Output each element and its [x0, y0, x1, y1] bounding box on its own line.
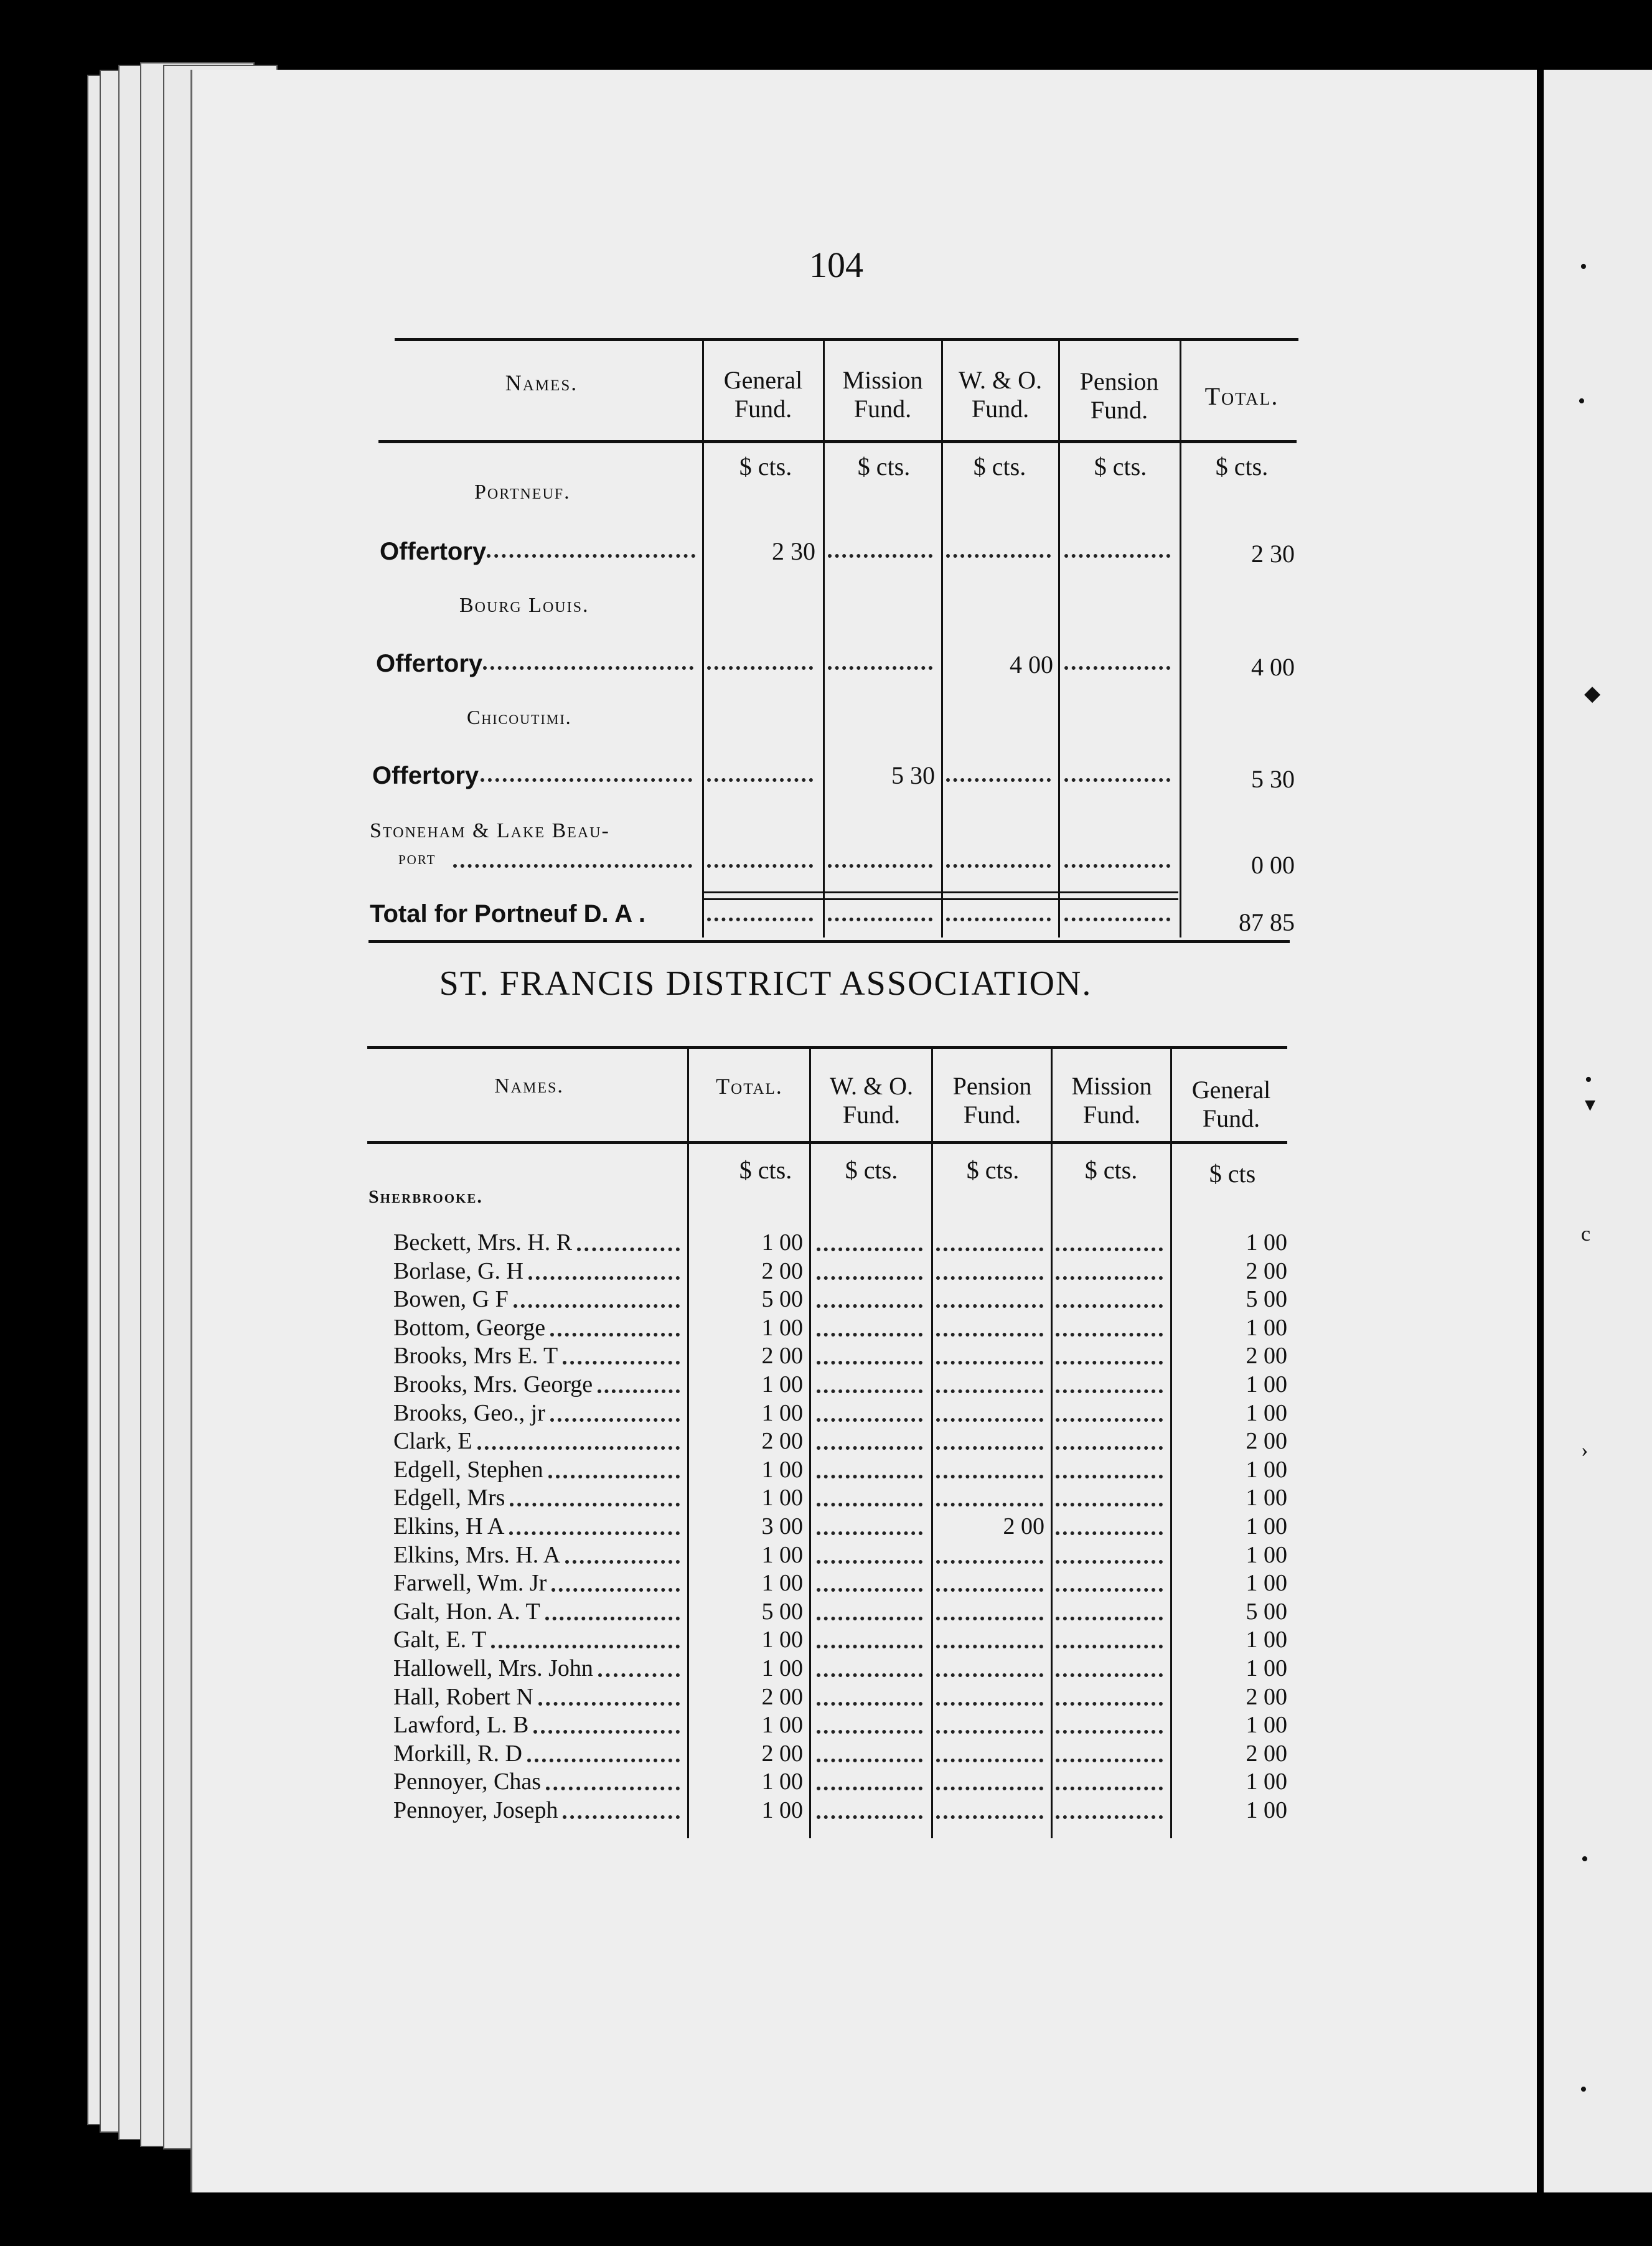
- leader-dots: [817, 1446, 922, 1450]
- leader-dots: [1064, 666, 1170, 670]
- leader-dots: [1056, 1304, 1163, 1308]
- column-header-wo-fund: W. & O. Fund.: [829, 1072, 914, 1129]
- column-header-names: Names.: [505, 370, 578, 395]
- leader-dots: [565, 1560, 680, 1564]
- leader-dots: [828, 554, 932, 558]
- leader-dots: [817, 1702, 922, 1706]
- leader-dots: [1056, 1389, 1163, 1393]
- leader-dots: [946, 918, 1051, 921]
- leader-dots: [1056, 1503, 1163, 1506]
- row-name: Hall, Robert N: [393, 1684, 533, 1710]
- cell-general: 5 00: [1246, 1286, 1287, 1312]
- leader-dots: [546, 1787, 680, 1790]
- leader-dots: [936, 1446, 1043, 1450]
- leader-dots: [477, 1446, 680, 1450]
- leader-dots: [707, 864, 813, 868]
- row-name: Edgell, Stephen: [393, 1457, 543, 1483]
- leader-dots: [481, 778, 692, 782]
- column-header-names: Names.: [494, 1074, 564, 1097]
- column-divider: [931, 1049, 933, 1838]
- leader-dots: [548, 1475, 680, 1478]
- rule: [378, 440, 1297, 443]
- column-divider: [702, 341, 704, 937]
- leader-dots: [817, 1475, 922, 1478]
- row-name: Beckett, Mrs. H. R: [393, 1229, 573, 1256]
- leader-dots: [1056, 1815, 1163, 1819]
- row-name: Bottom, George: [393, 1315, 546, 1341]
- row-name: Bowen, G F: [393, 1286, 509, 1312]
- leader-dots: [936, 1673, 1043, 1677]
- units-label: $ cts.: [739, 453, 792, 481]
- ink-speck: ▾: [1585, 1093, 1596, 1116]
- cell-general: 1 00: [1246, 1797, 1287, 1823]
- units-label: $ cts.: [857, 453, 911, 481]
- row-name: Lawford, L. B: [393, 1712, 529, 1738]
- row-name: Clark, E: [393, 1428, 472, 1454]
- leader-dots: [550, 1333, 680, 1337]
- cell-total: 2 30: [1251, 540, 1295, 568]
- leader-dots: [936, 1787, 1043, 1790]
- cell-total: 2 00: [761, 1258, 803, 1284]
- leader-dots: [527, 1759, 680, 1762]
- ink-speck: c: [1581, 1223, 1591, 1246]
- leader-dots: [563, 1361, 680, 1365]
- cell-total: 1 00: [761, 1797, 803, 1823]
- leader-dots: [1056, 1588, 1163, 1592]
- leader-dots: [538, 1702, 680, 1706]
- leader-dots: [817, 1560, 922, 1564]
- ink-speck: •: [1578, 390, 1585, 413]
- cell-total: 1 00: [761, 1570, 803, 1596]
- leader-dots: [1064, 554, 1170, 558]
- leader-dots: [1056, 1418, 1163, 1422]
- leader-dots: [817, 1304, 922, 1308]
- leader-dots: [707, 778, 813, 782]
- column-divider: [809, 1049, 811, 1838]
- column-divider: [1058, 341, 1060, 937]
- cell-general: 1 00: [1246, 1457, 1287, 1483]
- leader-dots: [1056, 1446, 1163, 1450]
- cell-total: 5 00: [761, 1599, 803, 1625]
- units-label: $ cts: [1209, 1160, 1256, 1188]
- leader-dots: [936, 1560, 1043, 1564]
- cell-total: 1 00: [761, 1400, 803, 1426]
- column-header-mission-fund: Mission Fund.: [1071, 1072, 1152, 1129]
- cell-general: 2 00: [1246, 1741, 1287, 1767]
- cell-general: 1 00: [1246, 1769, 1287, 1795]
- leader-dots: [817, 1248, 922, 1251]
- cell-general: 1 00: [1246, 1570, 1287, 1596]
- ink-speck: •: [1580, 255, 1587, 278]
- cell-general: 2 00: [1246, 1343, 1287, 1369]
- row-label: Offertory: [380, 538, 487, 565]
- leader-dots: [550, 1418, 680, 1422]
- leader-dots: [936, 1702, 1043, 1706]
- cell-total: 3 00: [761, 1513, 803, 1539]
- rule: [367, 1046, 1287, 1049]
- cell-general: 2 00: [1246, 1428, 1287, 1454]
- row-name: Edgell, Mrs: [393, 1485, 505, 1511]
- leader-dots: [936, 1730, 1043, 1734]
- leader-dots: [817, 1531, 922, 1535]
- leader-dots: [1056, 1702, 1163, 1706]
- leader-dots: [551, 1588, 680, 1592]
- leader-dots: [936, 1333, 1043, 1337]
- leader-dots: [817, 1787, 922, 1790]
- row-label-continued: port: [398, 848, 436, 868]
- section-title: ST. FRANCIS DISTRICT ASSOCIATION.: [439, 964, 1092, 1003]
- leader-dots: [1056, 1759, 1163, 1762]
- row-name: Brooks, Geo., jr: [393, 1400, 545, 1426]
- leader-dots: [545, 1617, 680, 1620]
- leader-dots: [707, 666, 813, 670]
- cell-total: 5 00: [761, 1286, 803, 1312]
- leader-dots: [936, 1759, 1043, 1762]
- cell-total: 1 00: [761, 1542, 803, 1568]
- leader-dots: [1064, 918, 1170, 921]
- row-name: Farwell, Wm. Jr: [393, 1570, 547, 1596]
- leader-dots: [936, 1645, 1043, 1648]
- leader-dots: [946, 864, 1051, 868]
- cell-general: 1 00: [1246, 1229, 1287, 1256]
- cell-total: 1 00: [761, 1315, 803, 1341]
- row-name: Elkins, Mrs. H. A: [393, 1542, 561, 1568]
- cell-total: 2 00: [761, 1741, 803, 1767]
- row-label: Stoneham & Lake Beau-: [370, 819, 610, 842]
- row-name: Elkins, H A: [393, 1513, 505, 1539]
- units-label: $ cts.: [1094, 453, 1147, 481]
- leader-dots: [563, 1815, 680, 1819]
- column-header-wo-fund: W. & O. Fund.: [958, 366, 1043, 423]
- units-label: $ cts.: [973, 453, 1026, 481]
- leader-dots: [509, 1531, 680, 1535]
- column-header-mission-fund: Mission Fund.: [842, 366, 923, 423]
- leader-dots: [817, 1389, 922, 1393]
- leader-dots: [817, 1588, 922, 1592]
- row-name: Hallowell, Mrs. John: [393, 1655, 593, 1681]
- row-name: Borlase, G. H: [393, 1258, 523, 1284]
- cell-total: 1 00: [761, 1712, 803, 1738]
- leader-dots: [936, 1418, 1043, 1422]
- cell-total: 0 00: [1251, 851, 1295, 879]
- ink-speck: •: [1581, 1848, 1589, 1871]
- cell-general: 1 00: [1246, 1400, 1287, 1426]
- rule: [702, 898, 1178, 900]
- cell-general: 1 00: [1246, 1655, 1287, 1681]
- cell-general: 1 00: [1246, 1712, 1287, 1738]
- leader-dots: [577, 1248, 680, 1251]
- ink-speck: •: [1585, 1068, 1592, 1091]
- leader-dots: [514, 1304, 680, 1308]
- group-heading: Bourg Louis.: [459, 594, 589, 617]
- cell-total: 1 00: [761, 1229, 803, 1256]
- cell-total: 1 00: [761, 1627, 803, 1653]
- leader-dots: [1056, 1361, 1163, 1365]
- cell-grand-total: 87 85: [1239, 908, 1295, 936]
- cell-total: 1 00: [761, 1457, 803, 1483]
- row-name: Galt, E. T: [393, 1627, 487, 1653]
- leader-dots: [817, 1730, 922, 1734]
- leader-dots: [487, 554, 695, 558]
- leader-dots: [936, 1248, 1043, 1251]
- cell-total: 2 00: [761, 1428, 803, 1454]
- rule: [702, 891, 1178, 893]
- leader-dots: [817, 1418, 922, 1422]
- leader-dots: [510, 1503, 680, 1506]
- leader-dots: [1056, 1645, 1163, 1648]
- row-name: Brooks, Mrs. George: [393, 1371, 593, 1398]
- cell-total: 2 00: [761, 1684, 803, 1710]
- row-name: Galt, Hon. A. T: [393, 1599, 540, 1625]
- leader-dots: [817, 1617, 922, 1620]
- total-row-label: Total for Portneuf D. A .: [370, 900, 645, 928]
- column-divider: [1170, 1049, 1172, 1838]
- ink-speck: ◆: [1584, 682, 1601, 705]
- ink-speck: ›: [1581, 1439, 1589, 1462]
- column-header-pension-fund: Pension Fund.: [952, 1072, 1032, 1129]
- leader-dots: [828, 918, 932, 921]
- leader-dots: [1056, 1248, 1163, 1251]
- row-label: Offertory: [376, 650, 483, 677]
- leader-dots: [1064, 864, 1170, 868]
- leader-dots: [1056, 1617, 1163, 1620]
- leader-dots: [598, 1389, 680, 1393]
- cell-wo: 4 00: [1010, 651, 1053, 679]
- leader-dots: [936, 1815, 1043, 1819]
- leader-dots: [817, 1276, 922, 1280]
- ink-speck: •: [1580, 2078, 1587, 2101]
- cell-general: 1 00: [1246, 1485, 1287, 1511]
- page-number: 104: [809, 245, 863, 285]
- column-header-general-fund: General Fund.: [723, 366, 803, 423]
- group-heading: Portneuf.: [474, 481, 571, 504]
- leader-dots: [817, 1503, 922, 1506]
- cell-general: 1 00: [1246, 1542, 1287, 1568]
- leader-dots: [936, 1389, 1043, 1393]
- row-name: Pennoyer, Joseph: [393, 1797, 558, 1823]
- units-label: $ cts.: [1084, 1156, 1138, 1184]
- cell-total: 1 00: [761, 1371, 803, 1398]
- leader-dots: [1056, 1673, 1163, 1677]
- facing-page-edge: [1544, 70, 1652, 2192]
- column-header-total: Total.: [1204, 382, 1279, 410]
- units-label: $ cts.: [739, 1156, 792, 1184]
- leader-dots: [936, 1617, 1043, 1620]
- leader-dots: [1056, 1333, 1163, 1337]
- column-header-total: Total.: [716, 1074, 783, 1099]
- leader-dots: [936, 1475, 1043, 1478]
- cell-total: 2 00: [761, 1343, 803, 1369]
- cell-general: 1 00: [1246, 1627, 1287, 1653]
- cell-total: 4 00: [1251, 653, 1295, 681]
- leader-dots: [1056, 1531, 1163, 1535]
- group-heading: Chicoutimi.: [467, 706, 572, 728]
- leader-dots: [817, 1673, 922, 1677]
- leader-dots: [533, 1730, 680, 1734]
- cell-general: 5 00: [1246, 1599, 1287, 1625]
- units-label: $ cts.: [845, 1156, 898, 1184]
- leader-dots: [936, 1276, 1043, 1280]
- leader-dots: [936, 1503, 1043, 1506]
- column-header-pension-fund: Pension Fund.: [1079, 367, 1159, 424]
- cell-total: 5 30: [1251, 765, 1295, 793]
- leader-dots: [491, 1645, 680, 1648]
- leader-dots: [936, 1304, 1043, 1308]
- rule: [368, 940, 1290, 943]
- leader-dots: [817, 1815, 922, 1819]
- leader-dots: [483, 666, 693, 670]
- leader-dots: [936, 1361, 1043, 1365]
- leader-dots: [828, 666, 932, 670]
- row-name: Brooks, Mrs E. T: [393, 1343, 558, 1369]
- leader-dots: [817, 1645, 922, 1648]
- column-divider: [823, 341, 825, 937]
- leader-dots: [828, 864, 932, 868]
- cell-general: 1 00: [1246, 1513, 1287, 1539]
- leader-dots: [817, 1333, 922, 1337]
- cell-total: 1 00: [761, 1655, 803, 1681]
- leader-dots: [1064, 778, 1170, 782]
- cell-general: 2 00: [1246, 1684, 1287, 1710]
- leader-dots: [946, 554, 1051, 558]
- rule: [395, 338, 1298, 341]
- cell-general: 2 00: [1246, 1258, 1287, 1284]
- cell-general: 1 00: [1246, 1315, 1287, 1341]
- column-divider: [1180, 341, 1181, 937]
- column-divider: [941, 341, 943, 937]
- leader-dots: [817, 1759, 922, 1762]
- row-name: Morkill, R. D: [393, 1741, 522, 1767]
- leader-dots: [598, 1673, 680, 1677]
- cell-general: 2 30: [772, 537, 815, 565]
- row-name: Pennoyer, Chas: [393, 1769, 541, 1795]
- cell-pension: 2 00: [1003, 1513, 1044, 1539]
- leader-dots: [1056, 1730, 1163, 1734]
- row-label: Offertory: [372, 762, 479, 789]
- cell-mission: 5 30: [891, 761, 935, 789]
- leader-dots: [528, 1276, 680, 1280]
- cell-total: 1 00: [761, 1485, 803, 1511]
- column-divider: [1051, 1049, 1053, 1838]
- group-heading: Sherbrooke.: [368, 1186, 483, 1207]
- leader-dots: [936, 1588, 1043, 1592]
- leader-dots: [817, 1361, 922, 1365]
- units-label: $ cts.: [966, 1156, 1020, 1184]
- units-label: $ cts.: [1215, 453, 1269, 481]
- leader-dots: [1056, 1276, 1163, 1280]
- leader-dots: [1056, 1560, 1163, 1564]
- leader-dots: [946, 778, 1051, 782]
- leader-dots: [453, 864, 692, 868]
- column-header-general-fund: General Fund.: [1191, 1076, 1271, 1132]
- leader-dots: [1056, 1787, 1163, 1790]
- cell-general: 1 00: [1246, 1371, 1287, 1398]
- column-divider: [687, 1049, 689, 1838]
- rule: [367, 1141, 1287, 1144]
- cell-total: 1 00: [761, 1769, 803, 1795]
- leader-dots: [1056, 1475, 1163, 1478]
- leader-dots: [707, 918, 813, 921]
